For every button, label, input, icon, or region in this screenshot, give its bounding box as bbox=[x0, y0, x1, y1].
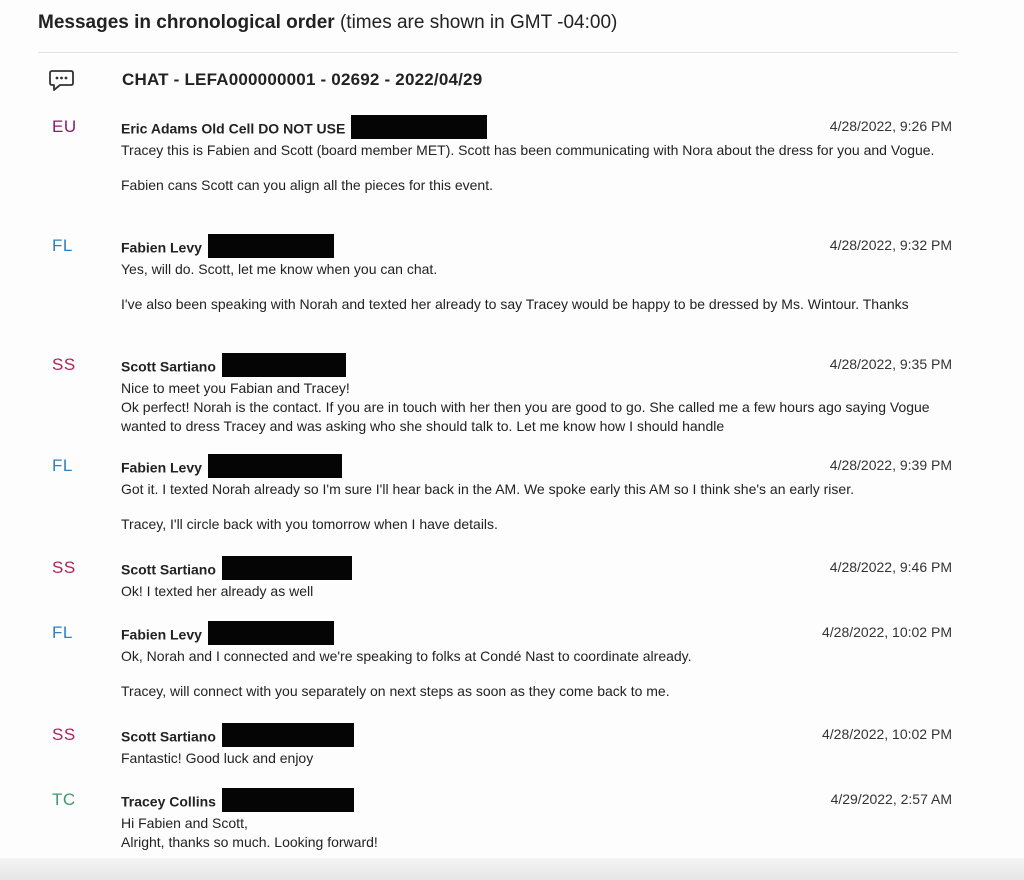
page-bottom-edge bbox=[0, 858, 1024, 880]
sender-initials: FL bbox=[52, 623, 73, 642]
sender-name: Scott Sartiano bbox=[121, 358, 216, 375]
sender-initials: SS bbox=[52, 725, 76, 744]
message-paragraph: Tracey this is Fabien and Scott (board member MET). Scott has been communicating with Nora about the dress for you and Vogue. bbox=[121, 142, 935, 158]
sender-initials: TC bbox=[52, 790, 76, 809]
message-paragraph: Tracey, I'll circle back with you tomorrow when I have details. bbox=[121, 516, 498, 532]
sender-initials: FL bbox=[52, 236, 73, 255]
sender-initials: SS bbox=[52, 558, 76, 577]
sender-initials: FL bbox=[52, 456, 73, 475]
message-timestamp: 4/28/2022, 9:32 PM bbox=[829, 237, 952, 253]
message-timestamp: 4/28/2022, 9:39 PM bbox=[829, 457, 952, 473]
message-paragraph: Ok! I texted her already as well bbox=[121, 583, 314, 599]
message-paragraph: Nice to meet you Fabian and Tracey! Ok perfect! Norah is the contact. If you are in touch with her then you are good to go. She called me a few hours ago saying Vogue wanted to dress Tracey and was asking who she should talk to. Let me know how I should handle bbox=[121, 380, 930, 434]
sender-name-row bbox=[121, 559, 352, 583]
message-paragraph: Fabien cans Scott can you align all the pieces for this event. bbox=[121, 177, 493, 193]
message-timestamp: 4/28/2022, 9:26 PM bbox=[829, 118, 952, 134]
message-body bbox=[121, 582, 951, 601]
sender-initials: EU bbox=[52, 117, 77, 136]
sender-name-row bbox=[121, 237, 334, 261]
redaction-bar bbox=[208, 621, 334, 645]
message-body bbox=[121, 749, 951, 768]
message-paragraph: Ok, Norah and I connected and we're speaking to folks at Condé Nast to coordinate already. bbox=[121, 648, 692, 664]
sender-name: Scott Sartiano bbox=[121, 561, 216, 578]
message-paragraph: I've also been speaking with Norah and texted her already to say Tracey would be happy to be dressed by Ms. Wintour. Thanks bbox=[121, 296, 909, 312]
chat-header bbox=[48, 66, 948, 96]
page-title-bold: Messages in chronological order bbox=[38, 12, 335, 33]
redaction-bar bbox=[222, 556, 352, 580]
redaction-bar bbox=[351, 115, 487, 139]
message-paragraph: Hi Fabien and Scott, Alright, thanks so much. Looking forward! bbox=[121, 815, 378, 850]
message-timestamp: 4/28/2022, 9:35 PM bbox=[829, 356, 952, 372]
redaction-bar bbox=[222, 788, 354, 812]
message-timestamp: 4/28/2022, 9:46 PM bbox=[829, 559, 952, 575]
sender-name: Fabien Levy bbox=[121, 239, 202, 256]
page-title-timezone: (times are shown in GMT -04:00) bbox=[334, 12, 618, 33]
sender-name-row bbox=[121, 457, 342, 481]
sender-name: Fabien Levy bbox=[121, 626, 202, 643]
message-timestamp: 4/29/2022, 2:57 AM bbox=[830, 791, 952, 807]
page-title bbox=[38, 12, 617, 34]
message-body bbox=[121, 141, 951, 195]
redaction-bar bbox=[222, 353, 346, 377]
sender-name: Eric Adams Old Cell DO NOT USE bbox=[121, 120, 346, 137]
chat-bubble-icon bbox=[48, 68, 76, 94]
sender-initials: SS bbox=[52, 355, 76, 374]
sender-name-row bbox=[121, 118, 487, 142]
redaction-bar bbox=[208, 234, 334, 258]
chat-title: CHAT - LEFA000000001 - 02692 - 2022/04/29 bbox=[122, 70, 483, 89]
message-paragraph: Tracey, will connect with you separately on next steps as soon as they come back to me. bbox=[121, 683, 670, 699]
message-body bbox=[121, 260, 951, 314]
sender-name-row bbox=[121, 356, 346, 380]
message-timestamp: 4/28/2022, 10:02 PM bbox=[822, 726, 952, 742]
message-paragraph: Fantastic! Good luck and enjoy bbox=[121, 750, 314, 766]
sender-name: Tracey Collins bbox=[121, 793, 216, 810]
message-body bbox=[121, 480, 951, 534]
sender-name-row bbox=[121, 624, 334, 648]
message-body bbox=[121, 647, 951, 701]
message-timestamp: 4/28/2022, 10:02 PM bbox=[822, 624, 952, 640]
redaction-bar bbox=[222, 723, 354, 747]
message-paragraph: Got it. I texted Norah already so I'm sure I'll hear back in the AM. We spoke early this AM so I think she's an early riser. bbox=[121, 481, 854, 497]
redaction-bar bbox=[208, 454, 342, 478]
header-divider bbox=[38, 52, 958, 53]
sender-name: Scott Sartiano bbox=[121, 728, 216, 745]
message-paragraph: Yes, will do. Scott, let me know when you can chat. bbox=[121, 261, 438, 277]
message-body bbox=[121, 379, 951, 436]
sender-name: Fabien Levy bbox=[121, 459, 202, 476]
sender-name-row bbox=[121, 791, 354, 815]
message-body bbox=[121, 814, 951, 852]
sender-name-row bbox=[121, 726, 354, 750]
